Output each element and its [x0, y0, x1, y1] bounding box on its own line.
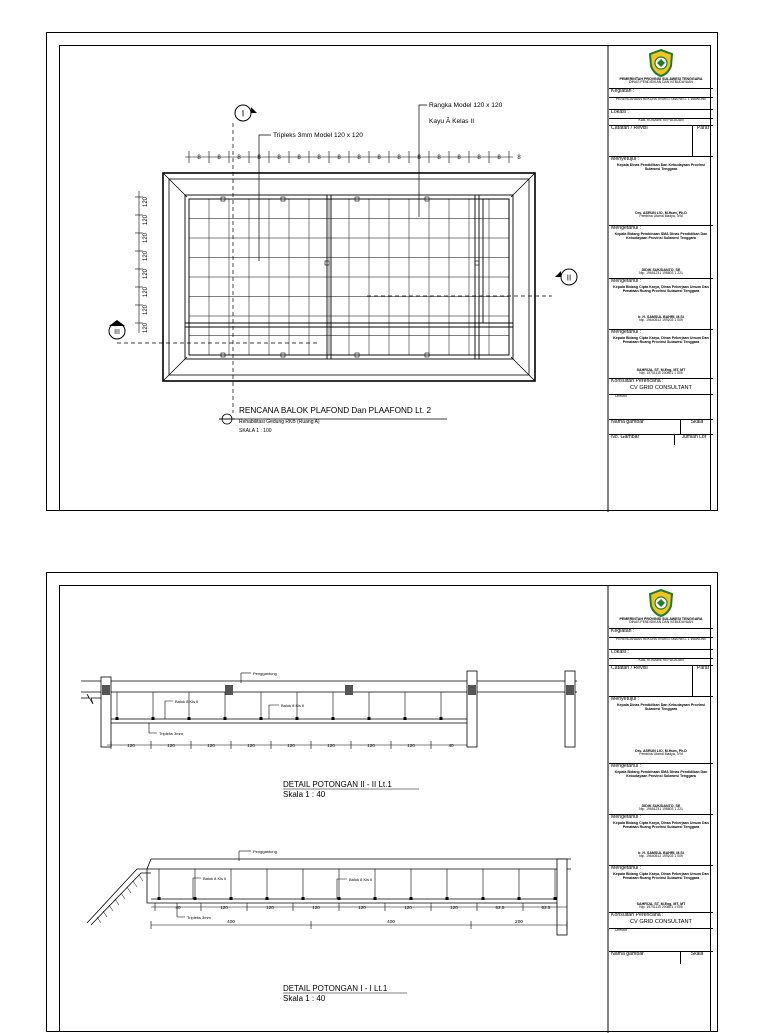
svg-text:8: 8 — [217, 155, 221, 161]
top-grid-ticks — [185, 151, 521, 163]
d2-dim-label: 120 — [220, 905, 228, 910]
tb-menyetujui-role: Kepala Dinas Pendidikan Dan Kebudayaan Provinsi Sulawesi Tenggara — [616, 163, 706, 172]
svg-text:8: 8 — [457, 155, 461, 161]
tb-mengetahui3-role: Kepala Bidang Cipta Karya, Dinas Pekerjaan Umum Dan Penataan Ruang Provinsi Sulawesi Tenggara — [613, 336, 709, 345]
d1-dim-label: 120 — [167, 743, 175, 748]
tb-sig1-name: Drs. ASRUN LIO, M.Hum, Ph.D — [635, 211, 687, 216]
d2-label-tripleks: Tripleks 3mm — [187, 915, 211, 920]
d2-scale: Skala 1 : 40 — [283, 994, 326, 1003]
d2-title: DETAIL POTONGAN I - I Lt.1 — [283, 984, 388, 993]
d1-label-penggantung: Penggantung — [253, 671, 277, 676]
callout-rangka: Rangka Model 120 x 120 — [429, 102, 503, 109]
svg-text:8: 8 — [497, 155, 501, 161]
tb-sig3-nip: Nip. 19640512 199203 1 009 — [639, 318, 683, 323]
tb-sig2-name: DIDIK SUKSIANTO, SE — [641, 804, 681, 809]
tb-mengetahui1-role: Kepala Bidang Pembinaan SMA Dinas Pendidikan Dan Kebudayaan Provinsi Sulawesi Tenggara — [614, 770, 708, 779]
d1-label-balok1: Balok 8 Kls II — [175, 699, 199, 704]
tb-nama-gambar-label: Nama gambar — [611, 951, 644, 958]
svg-text:8: 8 — [257, 155, 261, 161]
tb-mengetahui1-label: Mengetahui : — [611, 763, 641, 770]
tb-header1: PEMERINTAH PROVINSI SULAWESI TENGGARA — [619, 617, 703, 621]
svg-text:8: 8 — [357, 155, 361, 161]
tb-sig1-rank: Pembina Utama Madya, IV/d — [639, 752, 683, 757]
tb-sig4-name: SAHRIJA, ST, M.Eng, MT, MT — [636, 902, 686, 907]
left-dim-label: 120 — [143, 232, 149, 243]
tb-direktur: Direktur — [615, 928, 627, 933]
tb-mengetahui1-role: Kepala Bidang Pembinaan SMA Dinas Pendidikan Dan Kebudayaan Provinsi Sulawesi Tenggara — [614, 232, 708, 241]
d2-lower-dim-label: 400 — [387, 919, 395, 924]
section-mark-II — [367, 269, 577, 296]
svg-text:8: 8 — [337, 155, 341, 161]
tb-menyetujui-label: Menyetujui : — [611, 156, 639, 163]
plan-title: RENCANA BALOK PLAFOND Dan PLAAFOND Lt. 2 — [239, 406, 432, 415]
tb-konsultan-value: CV GRID CONSULTANT — [630, 919, 692, 926]
d1-dim-label: 120 — [287, 743, 295, 748]
ceiling-grid — [189, 197, 509, 357]
tb-mengetahui3-label: Mengetahui : — [611, 865, 641, 872]
d2-lower-dim-label: 400 — [227, 919, 235, 924]
d2-lower-dim-label: 200 — [515, 919, 523, 924]
drawing-sheet-2 — [46, 572, 718, 1032]
tb-kegiatan-label: Kegiatan : — [611, 88, 635, 95]
title-block-2 — [609, 587, 713, 1033]
d1-dim-label: 120 — [207, 743, 215, 748]
tb-sig4-nip: Nip. 19741110 200801 1 005 — [639, 371, 683, 376]
svg-text:8: 8 — [397, 155, 401, 161]
tb-catatan-label: Catatan / Revisi — [611, 665, 648, 672]
svg-text:8: 8 — [437, 155, 441, 161]
tb-sig3-name: Ir. H. SAMSUL BAHRI, M.Si — [638, 315, 684, 320]
tb-jumlah-label: Jumlah Lbr — [674, 435, 713, 445]
left-dim-label: 120 — [143, 268, 149, 279]
tb-sig1-rank: Pembina Utama Madya, IV/d — [639, 214, 683, 219]
left-dim-label: 120 — [143, 214, 149, 225]
svg-text:8: 8 — [317, 155, 321, 161]
d1-dim-label: 120 — [367, 743, 375, 748]
tb-header2: DINAS PENDIDIKAN DAN KEBUDAYAAN — [629, 620, 693, 625]
detail-section-I — [87, 849, 571, 1003]
left-dim-label: 120 — [143, 286, 149, 297]
tb-sig4-nip: Nip. 19741110 200801 1 005 — [639, 905, 683, 910]
tb-sig3-name: Ir. H. SAMSUL BAHRI, M.Si — [638, 851, 684, 856]
tb-no-gambar-label: No. Gambar — [611, 434, 640, 441]
d1-dim-label: 40 — [448, 743, 454, 748]
d2-dim-label: 120 — [450, 905, 458, 910]
svg-text:8: 8 — [377, 155, 381, 161]
d1-label-tripleks: Tripleks 3mm — [159, 731, 183, 736]
tb-menyetujui-label: Menyetujui : — [611, 696, 639, 703]
tb-kegiatan-label: Kegiatan : — [611, 628, 635, 635]
d2-label-balok2: Balok 8 Kls II — [349, 877, 373, 882]
svg-text:8: 8 — [297, 155, 301, 161]
tb-lokasi-label: Lokasi : — [611, 109, 629, 116]
svg-text:8: 8 — [277, 155, 281, 161]
d2-dim-label: 62.5 — [495, 905, 505, 910]
left-dim-label: 120 — [143, 322, 149, 333]
tb-sig1-name: Drs. ASRUN LIO, M.Hum, Ph.D — [635, 749, 687, 754]
svg-text:I: I — [241, 108, 245, 119]
d2-dim-label: 120 — [312, 905, 320, 910]
svg-text:8: 8 — [197, 155, 201, 161]
d1-dim-label: 120 — [407, 743, 415, 748]
plan-title-block — [219, 406, 447, 434]
section-mark-I — [233, 105, 257, 413]
tb-kegiatan-value: PERENCANAAN REKONSTRUKSI SMA NEG. 1 WAWONII — [616, 637, 706, 642]
tb-mengetahui1-label: Mengetahui : — [611, 225, 641, 232]
tb-skala-label: Skala — [680, 952, 713, 964]
tb-nama-gambar-label: Nama gambar — [611, 419, 644, 426]
tb-mengetahui3-label: Mengetahui : — [611, 329, 641, 336]
tb-kegiatan-value: PERENCANAAN REKONSTRUKSI SMA NEG. 1 WAWONII — [616, 97, 706, 102]
tb-sig4-name: SAHRIJA, ST, M.Eng, MT, MT — [636, 368, 686, 373]
svg-text:8: 8 — [477, 155, 481, 161]
d1-dim-label: 120 — [247, 743, 255, 748]
left-dimension-column — [135, 191, 149, 333]
tb-konsultan-label: Konsultan Perencana : — [611, 912, 664, 919]
tb-lokasi-value: KAB. KONAWE KEPULAUAN — [638, 118, 684, 123]
tb-konsultan-label: Konsultan Perencana : — [611, 378, 664, 385]
d2-label-penggantung: Penggantung — [253, 849, 277, 854]
tb-mengetahui2-label: Mengetahui : — [611, 278, 641, 285]
d1-dim-label: 120 — [327, 743, 335, 748]
d2-dim-label: 120 — [404, 905, 412, 910]
callout-tripleks: Tripleks 3mm Model 120 x 120 — [273, 132, 363, 139]
tb-skala-label: Skala — [680, 420, 713, 434]
left-dim-label: 120 — [143, 250, 149, 261]
d2-label-balok1: Balok 8 Kls II — [203, 876, 227, 881]
left-dim-label: 120 — [143, 304, 149, 315]
callout-kayu: Kayu Ã Kelas II — [429, 118, 475, 125]
tb-catatan-label: Catatan / Revisi — [611, 125, 648, 132]
tb-sig2-nip: Nip. 19651231 198803 1 221 — [639, 271, 683, 276]
tb-sig3-nip: Nip. 19640512 199203 1 009 — [639, 854, 683, 859]
detail-section-II — [81, 671, 577, 799]
province-emblem-icon — [648, 589, 674, 617]
d2-dim-label: 62.5 — [541, 905, 551, 910]
d1-scale: Skala 1 : 40 — [283, 790, 326, 799]
svg-text:8: 8 — [237, 155, 241, 161]
tb-paraf-label: Paraf — [692, 126, 713, 156]
tb-lokasi-value: KAB. KONAWE KEPULAUAN — [638, 658, 684, 663]
d2-dim-label: 120 — [266, 905, 274, 910]
title-block-1 — [609, 47, 713, 512]
d1-dim-label: 120 — [127, 743, 135, 748]
drawing-sheet-1 — [46, 32, 718, 511]
tb-sig2-nip: Nip. 19651231 198803 1 221 — [639, 807, 683, 812]
section-mark-III — [109, 320, 317, 343]
tb-direktur: Direktur — [615, 394, 627, 399]
tb-mengetahui2-role: Kepala Bidang Cipta Karya, Dinas Pekerjaan Umum Dan Penataan Ruang Provinsi Sulawesi Tenggara — [613, 821, 709, 830]
tb-konsultan-value: CV GRID CONSULTANT — [630, 385, 692, 392]
d1-title: DETAIL POTONGAN II - II Lt.1 — [283, 780, 392, 789]
tb-mengetahui3-role: Kepala Bidang Cipta Karya, Dinas Pekerjaan Umum Dan Penataan Ruang Provinsi Sulawesi Tenggara — [613, 872, 709, 881]
plan-subtitle: Rehabilitasi Gedung RKB (Ruang A) — [239, 419, 320, 425]
svg-text:8: 8 — [517, 155, 521, 161]
plan-scale: SKALA 1 : 100 — [239, 428, 272, 434]
svg-text:III: III — [114, 329, 120, 336]
tb-sig2-name: DIDIK SUKSIANTO, SE — [641, 268, 681, 273]
province-emblem-icon — [648, 49, 674, 77]
tb-header1: PEMERINTAH PROVINSI SULAWESI TENGGARA — [619, 77, 703, 81]
left-dim-label: 120 — [143, 196, 149, 207]
svg-text:8: 8 — [417, 155, 421, 161]
tb-paraf-label: Paraf — [692, 666, 713, 696]
tb-lokasi-label: Lokasi : — [611, 649, 629, 656]
svg-text:II: II — [566, 273, 572, 283]
d2-dim-label: 120 — [358, 905, 366, 910]
tb-mengetahui2-label: Mengetahui : — [611, 814, 641, 821]
tb-mengetahui2-role: Kepala Bidang Cipta Karya, Dinas Pekerjaan Umum Dan Penataan Ruang Provinsi Sulawesi Tenggara — [613, 285, 709, 294]
tb-menyetujui-role: Kepala Dinas Pendidikan Dan Kebudayaan Provinsi Sulawesi Tenggara — [616, 703, 706, 712]
tb-header2: DINAS PENDIDIKAN DAN KEBUDAYAAN — [629, 80, 693, 85]
d2-dim-label: 40 — [175, 905, 181, 910]
d1-label-balok2: Balok 8 Kls II — [281, 703, 305, 708]
